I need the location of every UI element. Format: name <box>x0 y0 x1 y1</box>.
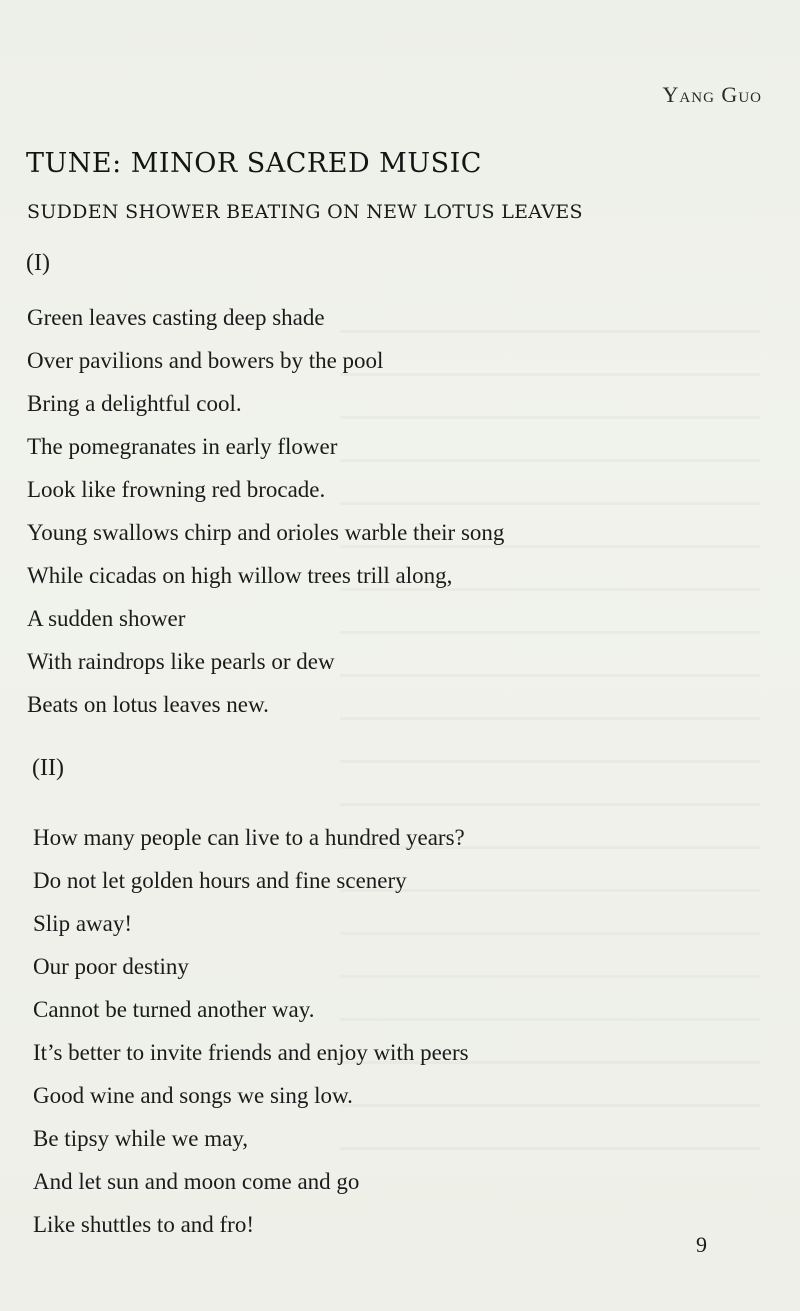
poem-line: Good wine and songs we sing low. <box>33 1083 353 1108</box>
poem-line: Be tipsy while we may, <box>33 1126 249 1151</box>
poem-line: A sudden shower <box>27 606 186 631</box>
poem-line: Like shuttles to and fro! <box>33 1212 255 1237</box>
poem-title: TUNE: MINOR SACRED MUSIC <box>26 148 482 179</box>
poem-line: With raindrops like pearls or dew <box>27 649 335 674</box>
poem-line: While cicadas on high willow trees trill along, <box>27 563 453 588</box>
poem-subtitle: SUDDEN SHOWER BEATING ON NEW LOTUS LEAVES <box>27 201 583 223</box>
poem-line: Beats on lotus leaves new. <box>27 692 269 717</box>
poem-line: Our poor destiny <box>33 954 189 979</box>
running-header: Yang Guo <box>662 82 762 107</box>
poem-line: Over pavilions and bowers by the pool <box>27 348 384 373</box>
poem-line: Cannot be turned another way. <box>33 997 315 1022</box>
poem-line: And let sun and moon come and go <box>33 1169 360 1194</box>
page-number: 9 <box>696 1232 707 1257</box>
stanza-1 <box>27 296 504 726</box>
poem-line: Green leaves casting deep shade <box>27 305 325 330</box>
poem-line: The pomegranates in early flower <box>27 434 338 459</box>
poem-line: Do not let golden hours and fine scenery <box>33 868 407 893</box>
poem-line: Young swallows chirp and orioles warble their song <box>27 520 505 545</box>
section-label-1: (I) <box>26 250 50 276</box>
poem-line: Bring a delightful cool. <box>27 391 242 416</box>
poem-line: Slip away! <box>33 911 133 936</box>
section-label-2: (II) <box>32 755 64 781</box>
poem-line: Look like frowning red brocade. <box>27 477 326 502</box>
poem-line: How many people can live to a hundred years? <box>33 825 465 850</box>
poem-line: It’s better to invite friends and enjoy with peers <box>33 1040 469 1065</box>
stanza-2 <box>33 816 469 1246</box>
